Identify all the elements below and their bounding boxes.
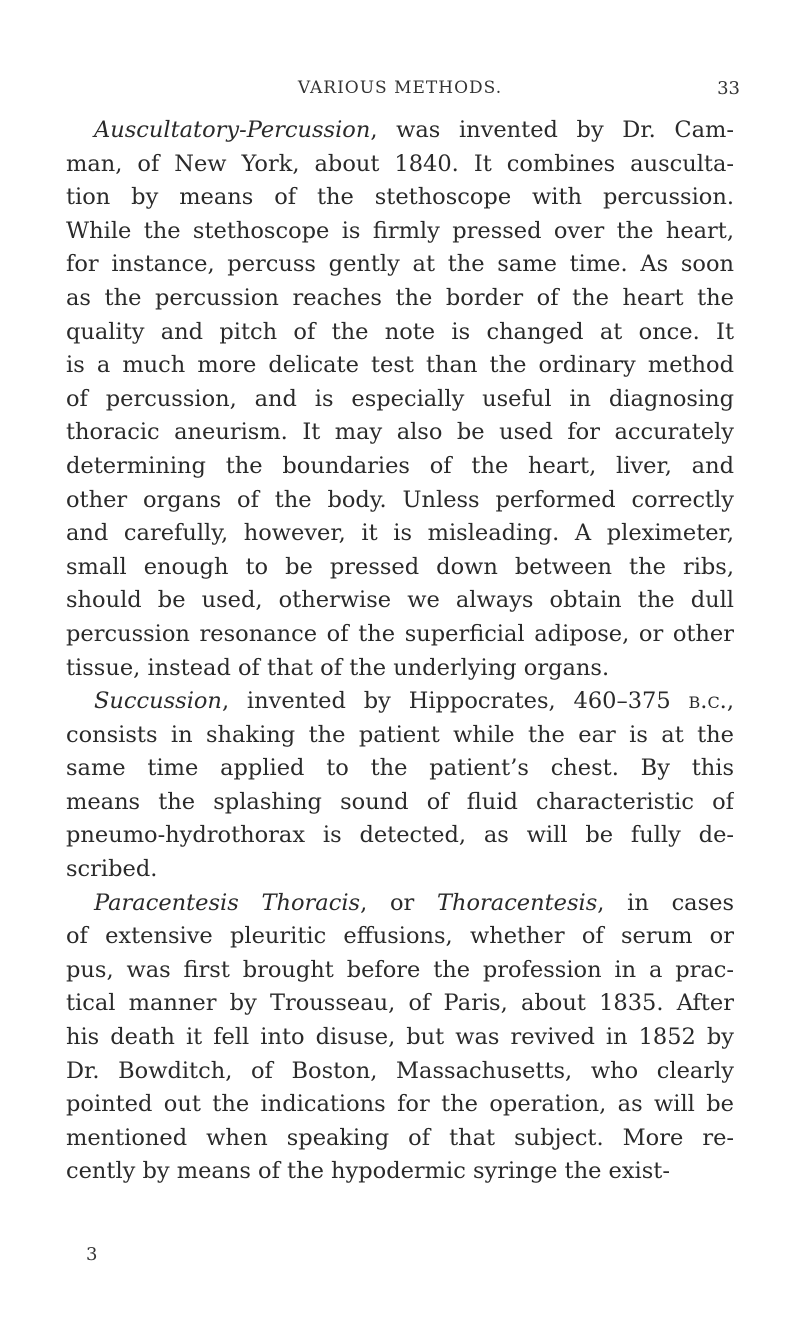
text-run: other organs of the body. Unless performed correctly [66,486,734,513]
text-line [66,484,734,518]
signature-mark: 3 [86,1244,98,1265]
text-line [66,1088,734,1122]
text-run: , was invented by Dr. Cam- [370,117,734,143]
running-title: VARIOUS METHODS. [297,78,503,98]
text-line [66,551,734,585]
text-run: determining the boundaries of the heart, liver, and [66,452,734,479]
text-run: means the splashing sound of fluid characteristic of [66,788,734,815]
text-run: tion by means of the stethoscope with percussion. [66,184,734,211]
page-number: 33 [717,78,740,99]
text-line [66,248,734,282]
text-run: While the stethoscope is firmly pressed over the heart, [66,217,734,244]
running-head [60,78,740,102]
text-run: same time applied to the patient’s chest. By this [66,755,734,782]
text-run: as the percussion reaches the border of the heart the [66,284,734,311]
text-run: , in cases [597,889,734,916]
italic-term: Auscultatory-Percussion [94,117,371,143]
text-run: consists in shaking the patient while the ear is at the [66,721,734,748]
text-line [66,282,734,316]
text-run: of percussion, and is especially useful in diagnosing [66,385,734,412]
text-line [66,517,734,551]
text-run: cently by means of the hypodermic syringe the exist- [66,1158,670,1185]
text-run: pointed out the indications for the operation, as will be [66,1091,734,1118]
italic-term: Succussion [94,688,222,715]
text-run: b.c. [688,688,727,715]
text-line [66,618,734,652]
text-line [66,853,734,887]
text-line [66,148,734,182]
text-run: tissue, instead of that of the underlying organs. [66,654,610,681]
text-line [66,416,734,450]
text-run: , or [360,889,437,916]
text-line [66,1021,734,1055]
text-run: scribed. [66,856,158,883]
text-line [66,719,734,753]
text-run: is a much more delicate test than the ordinary method [66,352,734,379]
text-line [66,1155,734,1189]
text-line [66,1122,734,1156]
text-line [66,1055,734,1089]
text-line [66,786,734,820]
text-run: his death it fell into disuse, but was revived in 1852 by [66,1024,734,1051]
text-line [66,349,734,383]
text-run: of extensive pleuritic effusions, whether of serum or [66,923,734,950]
text-line [66,987,734,1021]
text-run: man, of New York, about 1840. It combines ausculta- [66,150,734,177]
text-run: mentioned when speaking of that subject. More re- [66,1124,734,1151]
text-run: thoracic aneurism. It may also be used for accurately [66,419,734,446]
text-line [66,316,734,350]
text-line [66,954,734,988]
text-run: and carefully, however, it is misleading. A pleximeter, [66,520,734,547]
text-run: percussion resonance of the superficial adipose, or other [66,620,734,647]
text-run: quality and pitch of the note is changed at once. It [66,318,734,345]
text-line [66,584,734,618]
text-run: tical manner by Trousseau, of Paris, about 1835. After [66,990,734,1017]
text-line [66,685,734,719]
body-text [66,114,734,1189]
text-line [66,181,734,215]
text-run: pneumo-hydrothorax is detected, as will be fully de- [66,822,734,849]
text-run: pus, was first brought before the profession in a prac- [66,956,734,983]
text-run: , [726,688,734,715]
italic-term: Thoracentesis [436,889,598,916]
text-line [66,114,734,148]
text-line [66,887,734,921]
text-line [66,920,734,954]
text-line [66,652,734,686]
text-run: small enough to be pressed down between the ribs, [66,553,734,580]
text-run: , invented by Hippocrates, 460–375 [221,688,689,715]
text-run: should be used, otherwise we always obtain the dull [66,587,734,614]
text-run: Dr. Bowditch, of Boston, Massachusetts, who clearly [66,1057,734,1084]
text-run: for instance, percuss gently at the same time. As soon [66,251,734,278]
text-line [66,450,734,484]
text-line [66,752,734,786]
text-line [66,383,734,417]
text-line [66,819,734,853]
italic-term: Paracentesis Thoracis [94,889,361,916]
text-line [66,215,734,249]
